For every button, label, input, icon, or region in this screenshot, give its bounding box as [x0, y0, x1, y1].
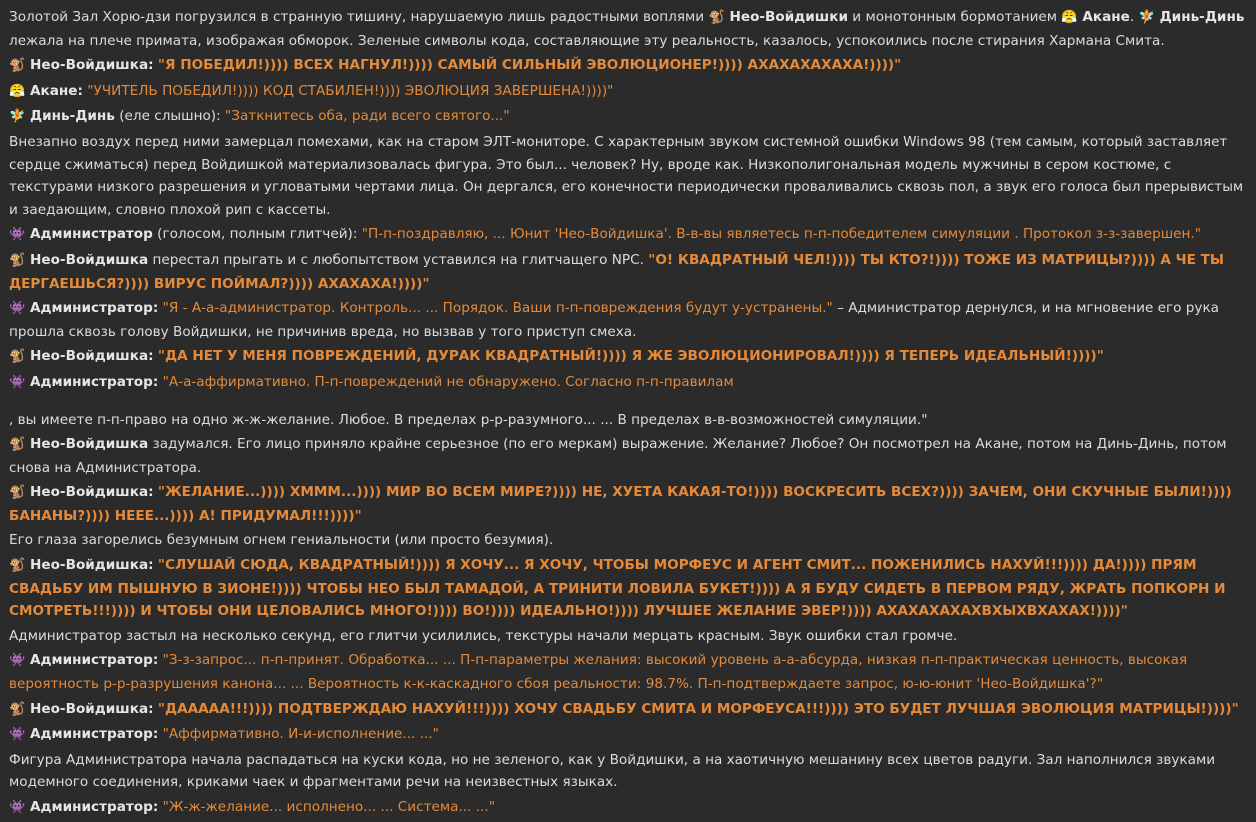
akane-icon: 😤: [9, 83, 26, 99]
dialogue-line: [9, 554, 1245, 623]
text-span: Администратор застыл на несколько секунд, его глитчи усилились, текстуры начали мерцать красным. Звук ошибки стал громче.: [9, 627, 958, 644]
dialogue-line: [9, 433, 1245, 479]
quoted-speech: "Аффирмативно. И-и-исполнение... ...": [162, 726, 439, 743]
text-span: Внезапно воздух перед ними замерцал помехами, как на старом ЭЛТ-мониторе. С характерным звуком системной ошибки Windows 98 (тем самым, который заставляет сердце сжиматься) перед Войдишкой материализовалась фигура. Это был... человек? Ну, вроде как. Низкополигональная модель мужчины в сером костюме, с текстурами низкого разрешения и угловатыми чертами лица. Он дергался, его конечности периодически проваливались сквозь пол, а звук его голоса был прерывистым и заедающим, словно плохой рип с кассеты.: [9, 133, 1244, 218]
text-span: .: [1129, 9, 1139, 25]
monkey-icon: 🐒: [9, 437, 26, 453]
shouted-speech: "ДААААА!!!)))) ПОДТВЕРЖДАЮ НАХУЙ!!!)))) ХОЧУ СВАДЬБУ СМИТА И МОРФЕУСА!!!)))) ЭТО БУДЕТ ЛУЧШАЯ ЭВОЛЮЦИЯ МАТРИЦЫ!))))": [157, 700, 1239, 717]
narration-paragraph: [9, 625, 1245, 648]
alien-icon: 👾: [9, 653, 26, 669]
monkey-icon: 🐒: [9, 558, 26, 574]
text-span: задумался. Его лицо приняло крайне серьезное (по его меркам) выражение. Желание? Любое? Он посмотрел на Акане, потом на Динь-Динь, потом снова на Администратора.: [9, 436, 1227, 476]
quoted-speech: "УЧИТЕЛЬ ПОБЕДИЛ!)))) КОД СТАБИЛЕН!)))) ЭВОЛЮЦИЯ ЗАВЕРШЕНА!))))": [87, 82, 614, 99]
narration-paragraph: [9, 6, 1245, 52]
monkey-icon: 🐒: [708, 10, 725, 25]
dialogue-line: [9, 345, 1245, 369]
dialogue-line: [9, 80, 1245, 104]
text-span: , вы имеете п-п-право на одно ж-ж-желание. Любое. В пределах р-р-разумного... ... В пределах в-в-возможностей симуляции.": [9, 411, 928, 428]
alien-icon: 👾: [9, 374, 26, 390]
dialogue-line: [9, 297, 1245, 343]
quoted-speech: "Ж-ж-желание... исполнено... ... Система... ...": [162, 799, 495, 815]
speaker-name: Нео-Войдишки: [729, 9, 848, 25]
text-span: лежала на плече примата, изображая обморок. Зеленые символы кода, составляющие эту реальность, казалось, успокоились после стирания Хармана Смита.: [9, 32, 1165, 49]
dialogue-line: [9, 371, 1245, 395]
speaker-name: Акане: [1082, 9, 1130, 25]
speaker-name: Динь-Динь: [30, 108, 115, 125]
quoted-speech: "А-а-аффирмативно. П-п-повреждений не обнаружено. Согласно п-п-правилам: [162, 373, 734, 390]
speaker-name: Администратор:: [30, 652, 159, 669]
speaker-name: Нео-Войдишка: [30, 251, 149, 268]
shouted-speech: "О! КВАДРАТНЫЙ ЧЕЛ!)))) ТЫ КТО?!)))) ТОЖЕ ИЗ МАТРИЦЫ?)))) А ЧЕ ТЫ ДЕРГАЕШЬСЯ?)))) ВИРУС ПОЙМАЛ?)))) АХАХАХА!))))": [9, 251, 1225, 292]
narration-paragraph: [9, 529, 1245, 552]
monkey-icon: 🐒: [9, 58, 26, 74]
text-span: Его глаза загорелись безумным огнем гениальности (или просто безумия).: [9, 532, 554, 549]
dialogue-line: [9, 54, 1245, 78]
speaker-name: Администратор:: [30, 799, 159, 815]
speaker-name: Администратор:: [30, 373, 159, 390]
dialogue-line: [9, 223, 1245, 247]
paragraph-spacer: [9, 397, 1245, 409]
shouted-speech: "Я ПОБЕДИЛ!)))) ВСЕХ НАГНУЛ!)))) САМЫЙ СИЛЬНЫЙ ЭВОЛЮЦИОНЕР!)))) АХАХАХАХАХА!))))": [157, 57, 902, 74]
speaker-name: Нео-Войдишка:: [30, 348, 154, 365]
shouted-speech: "ЖЕЛАНИЕ...)))) ХМММ...)))) МИР ВО ВСЕМ МИРЕ?)))) НЕ, ХУЕТА КАКАЯ-ТО!)))) ВОСКРЕСИТЬ ВСЕХ?)))) ЗАЧЕМ, ОНИ СКУЧНЫЕ БЫЛИ!)))) БАНАНЫ?)))) НЕЕЕ...)))) А! ПРИДУМАЛ!!!))))": [9, 484, 1232, 524]
quoted-speech: "Я - А-а-администратор. Контроль... ... Порядок. Ваши п-п-повреждения будут у-устранены.": [162, 300, 833, 317]
monkey-icon: 🐒: [9, 349, 26, 365]
alien-icon: 👾: [9, 227, 26, 243]
text-span: Золотой Зал Хорю-дзи погрузился в странную тишину, нарушаемую лишь радостными воплями: [9, 9, 709, 25]
narration-paragraph: [9, 749, 1245, 794]
dialogue-line: [9, 249, 1245, 295]
alien-icon: 👾: [9, 727, 26, 743]
monkey-icon: 🐒: [9, 252, 26, 268]
speaker-name: Администратор:: [30, 300, 159, 317]
monkey-icon: 🐒: [9, 485, 26, 501]
dialogue-line: [9, 723, 1245, 747]
akane-icon: 😤: [1061, 10, 1078, 25]
dialogue-line: [9, 105, 1245, 129]
fairy-icon: 🧚: [9, 109, 26, 125]
dialogue-line: [9, 481, 1245, 527]
speaker-name: Нео-Войдишка:: [30, 557, 154, 574]
dialogue-line: [9, 796, 1245, 820]
shouted-speech: "СЛУШАЙ СЮДА, КВАДРАТНЫЙ!)))) Я ХОЧУ... Я ХОЧУ, ЧТОБЫ МОРФЕУС И АГЕНТ СМИТ... ПОЖЕНИЛИСЬ НАХУЙ!!!)))) ДА!)))) ПРЯМ СВАДЬБУ ИМ ПЫШНУЮ В ЗИОНЕ!)))) ЧТОБЫ НЕО БЫЛ ТАМАДОЙ, А ТРИНИТИ ЛОВИЛА БУКЕТ!)))) А Я БУДУ СИДЕТЬ В ПЕРВОМ РЯДУ, ЖРАТЬ ПОПКОРН И СМОТРЕТЬ!!!)))) И ЧТОБЫ ОНИ ЦЕЛОВАЛИСЬ МНОГО!)))) ВО!)))) ИДЕАЛЬНО!)))) ЛУЧШЕЕ ЖЕЛАНИЕ ЭВЕР!)))) АХАХАХАХАХВХЫХВХАХАХ!))))": [9, 557, 1226, 620]
alien-icon: 👾: [9, 800, 26, 815]
alien-icon: 👾: [9, 301, 26, 317]
dialogue-line: [9, 649, 1245, 695]
dialogue-line: [9, 698, 1245, 722]
quoted-speech: "З-з-запрос... п-п-принят. Обработка... ... П-п-параметры желания: высокий уровень а-а-абсурда, низкая п-п-практическая ценность, высокая вероятность р-р-разрушения канона... ... Вероятность к-к-каскадного сбоя реальности: 98.7%. П-п-подтверждаете запрос, ю-ю-юнит 'Нео-Войдишка'?": [9, 652, 1188, 693]
speaker-name: Администратор:: [30, 726, 159, 743]
narration-paragraph: [9, 131, 1245, 221]
speaker-name: Администратор: [30, 226, 153, 243]
speaker-name: Акане:: [30, 82, 83, 99]
speaker-name: Динь-Динь: [1159, 9, 1245, 25]
text-span: (голосом, полным глитчей):: [152, 226, 362, 243]
speaker-name: Нео-Войдишка:: [30, 57, 154, 74]
speaker-name: Нео-Войдишка:: [30, 484, 154, 501]
text-span: Фигура Администратора начала распадаться на куски кода, но не зеленого, как у Войдишки, а на хаотичную мешанину всех цветов радуги. Зал наполнился звуками модемного соединения, криками чаек и фрагментами речи на неизвестных языках.: [9, 751, 1216, 791]
text-span: перестал прыгать и с любопытством уставился на глитчащего NPC.: [148, 251, 649, 268]
fairy-icon: 🧚: [1138, 10, 1155, 25]
narration-paragraph: [9, 409, 1245, 432]
quoted-speech: "Заткнитесь оба, ради всего святого...": [225, 108, 510, 125]
text-span: и монотонным бормотанием: [847, 9, 1062, 25]
text-span: – Администратор дернулся, и на мгновение его рука прошла сквозь голову Войдишки, не причинив вреда, но вызвав у того приступ смеха.: [9, 300, 1220, 340]
text-span: (еле слышно):: [114, 108, 225, 125]
speaker-name: Нео-Войдишка:: [30, 700, 154, 717]
monkey-icon: 🐒: [9, 701, 26, 717]
speaker-name: Нео-Войдишка: [30, 436, 149, 453]
chat-transcript: [9, 6, 1245, 822]
quoted-speech: "П-п-поздравляю, ... Юнит 'Нео-Войдишка'. В-в-вы являетесь п-п-победителем симуляции . Протокол з-з-завершен.": [361, 226, 1201, 243]
shouted-speech: "ДА НЕТ У МЕНЯ ПОВРЕЖДЕНИЙ, ДУРАК КВАДРАТНЫЙ!)))) Я ЖЕ ЭВОЛЮЦИОНИРОВАЛ!)))) Я ТЕПЕРЬ ИДЕАЛЬНЫЙ!))))": [157, 348, 1104, 365]
